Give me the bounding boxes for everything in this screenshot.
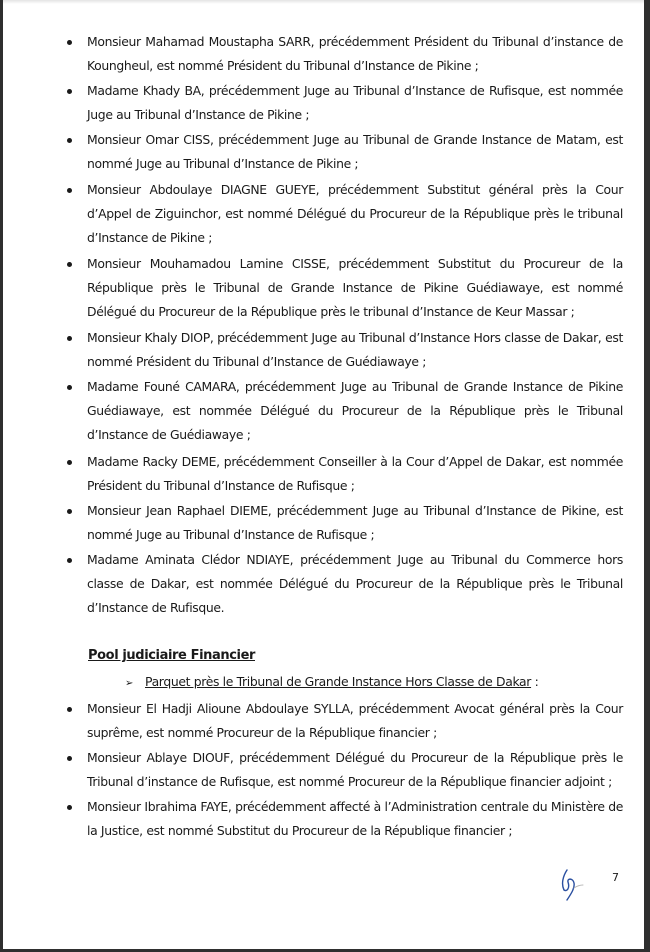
appointment-text: Monsieur Mahamad Moustapha SARR, précédemment Président du Tribunal d’instance de Koungheul, est nommé Président du Tribunal d’Instance de Pikine ; [87,34,623,74]
bullet-icon [67,188,72,193]
appointment-text: Madame Aminata Clédor NDIAYE, précédemment Juge au Tribunal du Commerce hors classe de Dakar, est nommée Délégué du Procureur de la République près le Tribunal d’Instance de Rufisque. [87,552,623,616]
bullet-icon [67,138,72,143]
appointment-item [87,450,623,498]
page-number: 7 [612,871,619,884]
section-heading: Pool judiciaire Financier [88,648,255,663]
appointment-text: Madame Khady BA, précédemment Juge au Tribunal d’Instance de Rufisque, est nommée Juge au Tribunal d’Instance de Pikine ; [87,83,623,123]
appointment-item [87,375,623,448]
appointment-item [87,499,623,547]
bullet-icon [67,385,72,390]
appointment-text: Monsieur Jean Raphael DIEME, précédemment Juge au Tribunal d’Instance de Pikine, est nommé Juge au Tribunal d’Instance de Rufisque ; [87,503,623,543]
appointment-text: Monsieur Khaly DIOP, précédemment Juge au Tribunal d’Instance Hors classe de Dakar, est nommé Président du Tribunal d’Instance de Guédiawaye ; [87,330,623,370]
page-content [3,0,644,949]
bullet-icon [67,40,72,45]
bullet-icon [67,460,72,465]
appointment-item [87,128,623,176]
signature-icon [557,866,593,902]
arrow-bullet-icon: ➢ [125,678,134,689]
bullet-icon [67,756,72,761]
bullet-icon [67,509,72,514]
appointment-item [87,548,623,621]
appointment-text: Madame Racky DEME, précédemment Conseiller à la Cour d’Appel de Dakar, est nommée Président du Tribunal d’Instance de Rufisque ; [87,454,623,494]
subsection-label: Parquet près le Tribunal de Grande Instance Hors Classe de Dakar [145,674,532,689]
subsection-heading [125,674,538,689]
appointment-text: Monsieur Mouhamadou Lamine CISSE, précédemment Substitut du Procureur de la République près le Tribunal de Grande Instance de Pikine Guédiawaye, est nommé Délégué du Procureur de la République près le tribunal d’Instance de Keur Massar ; [87,256,623,320]
document-page [3,0,644,949]
appointment-item [87,326,623,374]
bullet-icon [67,558,72,563]
subsection-suffix: : [531,674,539,689]
bullet-icon [67,336,72,341]
appointment-item [87,178,623,251]
appointment-text: Monsieur Ablaye DIOUF, précédemment Délégué du Procureur de la République près le Tribunal d’instance de Rufisque, est nommé Procureur de la République financier adjoint ; [87,750,623,790]
appointment-item [87,746,623,794]
bullet-icon [67,805,72,810]
appointment-item [87,697,623,745]
appointment-text: Monsieur Omar CISS, précédemment Juge au Tribunal de Grande Instance de Matam, est nommé Juge au Tribunal d’Instance de Pikine ; [87,132,623,172]
bullet-icon [67,89,72,94]
appointment-item [87,252,623,325]
appointment-item [87,79,623,127]
appointment-text: Monsieur El Hadji Alioune Abdoulaye SYLLA, précédemment Avocat général près la Cour suprême, est nommé Procureur de la République financier ; [87,701,623,741]
appointment-text: Monsieur Ibrahima FAYE, précédemment affecté à l’Administration centrale du Ministère de la Justice, est nommé Substitut du Procureur de la République financier ; [87,799,623,839]
appointment-item [87,30,623,78]
appointment-item [87,795,623,843]
bullet-icon [67,262,72,267]
bullet-icon [67,707,72,712]
appointment-text: Monsieur Abdoulaye DIAGNE GUEYE, précédemment Substitut général près la Cour d’Appel de Ziguinchor, est nommé Délégué du Procureur de la République près le tribunal d’Instance de Pikine ; [87,182,623,246]
appointment-text: Madame Founé CAMARA, précédemment Juge au Tribunal de Grande Instance de Pikine Guédiawaye, est nommée Délégué du Procureur de la République près le Tribunal d’Instance de Guédiawaye ; [87,379,623,443]
